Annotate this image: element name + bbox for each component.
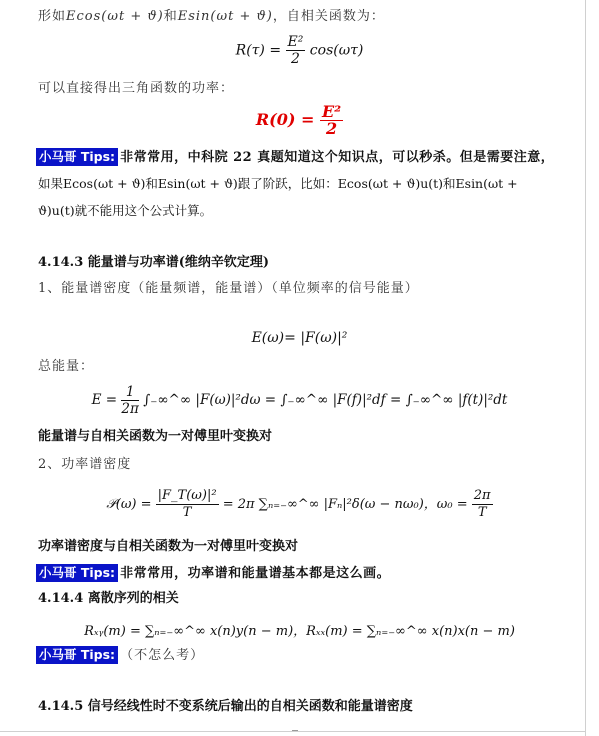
text: 和 xyxy=(163,9,178,24)
tips-label: 小马哥 Tips: xyxy=(36,646,118,664)
text: 形如 xyxy=(38,9,67,24)
equation-energy-spectrum: E(ω)= |F(ω)|² xyxy=(251,330,348,346)
denominator: T xyxy=(182,505,192,520)
tips-label: 小马哥 Tips: xyxy=(36,564,118,582)
eq-rhs: ∫₋∞^∞ |F(ω)|²dω = ∫₋∞^∞ |F(f)|²df = ∫₋∞^∞ |f(t)|²dt xyxy=(143,392,508,408)
tips-block-3 xyxy=(36,646,204,665)
page-bottom-mark xyxy=(292,730,298,734)
equation-discrete-correlation: Rₓᵧ(m) = ∑ₙ₌₋∞^∞ x(n)y(n − m)，Rₓₓ(m) = ∑ₙ₌₋∞^∞ x(n)x(n − m) xyxy=(84,624,515,639)
text-line-3: 1、能量谱密度（能量频谱，能量谱）（单位频率的信号能量） xyxy=(38,281,419,296)
equation-total-energy xyxy=(0,384,599,417)
tips-text: （不怎么考） xyxy=(120,648,205,663)
text: ，自相关函数为： xyxy=(272,9,385,24)
tips-text: 非常常用，功率谱和能量谱基本都是这么画。 xyxy=(120,566,391,581)
numerator: 2π xyxy=(473,488,491,503)
text-line-7: 功率谱密度与自相关函数为一对傅里叶变换对 xyxy=(38,539,299,554)
numerator: |F_T(ω)|² xyxy=(157,488,217,503)
denominator: T xyxy=(477,505,487,520)
equation-power-red xyxy=(0,104,599,137)
equation-autocorrelation xyxy=(0,34,599,67)
denominator: 2π xyxy=(121,401,139,417)
tips-block-1 xyxy=(36,148,554,167)
fraction xyxy=(156,488,219,521)
fraction xyxy=(286,34,306,67)
tips-label: 小马哥 Tips: xyxy=(36,148,118,166)
eq-lhs: R(τ) = xyxy=(235,42,286,59)
tips-line-2: 如果Ecos(ωt + ϑ)和Esin(ωt + ϑ)跟了阶跃，比如：Ecos(ωt + ϑ)u(t)和Esin(ωt + xyxy=(38,176,518,191)
section-heading-4-14-3: 4.14.3 能量谱与功率谱(维纳辛钦定理) xyxy=(38,255,270,270)
text-line-4: 总能量： xyxy=(38,359,95,374)
numerator: E² xyxy=(287,34,304,50)
eq-lhs: 𝒫(ω) = xyxy=(106,497,156,512)
denominator: 2 xyxy=(325,119,338,138)
tips-text: 非常常用，中科院 22 真题知道这个知识点，可以秒杀。但是需要注意， xyxy=(120,150,555,165)
text-line-5: 能量谱与自相关函数为一对傅里叶变换对 xyxy=(38,429,273,444)
equation-power-spectrum xyxy=(0,488,599,521)
text-line-1 xyxy=(38,8,385,26)
denominator: 2 xyxy=(290,51,300,67)
eq-lhs: R(0) = xyxy=(255,110,320,129)
eq-mid: = 2π ∑ₙ₌₋∞^∞ |Fₙ|²δ(ω − nω₀)，ω₀ = xyxy=(222,497,472,512)
numerator: 1 xyxy=(121,384,138,401)
math-expr: Esin(ωt + ϑ) xyxy=(177,9,273,24)
text-line-2: 可以直接得出三角函数的功率： xyxy=(38,81,235,96)
eq-lhs: E = xyxy=(91,392,122,408)
math-expr: Ecos(ωt + ϑ) xyxy=(66,9,164,24)
fraction xyxy=(121,384,138,417)
numerator: E² xyxy=(321,102,342,121)
section-heading-4-14-4: 4.14.4 离散序列的相关 xyxy=(38,591,179,606)
eq-rhs: cos(ωτ) xyxy=(309,42,364,59)
tips-block-2 xyxy=(36,564,390,583)
fraction xyxy=(472,488,493,521)
fraction xyxy=(320,104,343,137)
text-line-6: 2、功率谱密度 xyxy=(38,457,132,472)
section-heading-4-14-5: 4.14.5 信号经线性时不变系统后输出的自相关函数和能量谱密度 xyxy=(38,699,413,714)
tips-line-3: ϑ)u(t)就不能用这个公式计算。 xyxy=(38,203,213,218)
